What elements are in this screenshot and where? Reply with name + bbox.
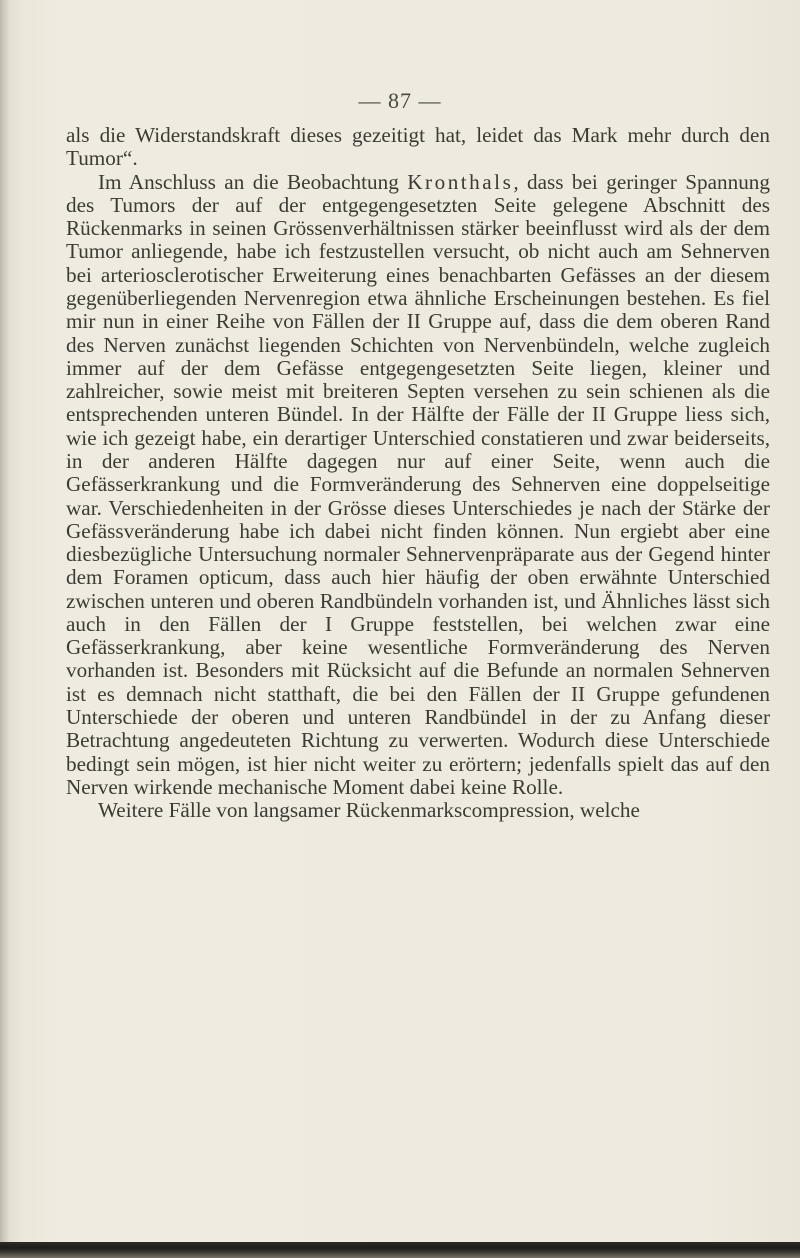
body-text	[66, 124, 770, 822]
paragraph	[66, 799, 770, 822]
page-binding-edge	[0, 0, 10, 1258]
paragraph	[66, 171, 770, 800]
text-segment: als die Widerstandskraft dieses gezeitigt hat, leidet das Mark mehr durch den Tumor“.	[66, 123, 770, 171]
text-segment: Im Anschluss an die Beobachtung	[98, 169, 408, 194]
text-segment: Weitere Fälle von langsamer Rückenmarkscompression, welche	[98, 798, 640, 823]
text-segment: , dass bei geringer Spannung des Tumors der auf der entgegengesetzten Seite gelegene Abschnitt des Rückenmarks in seinen Grössenverhältnissen stärker beeinflusst wird als der dem Tumor anliegende, habe ich festzustellen versucht, ob nicht auch am Sehnerven bei arteriosclerotischer Erweiterung eines benachbarten Gefässes an der diesem gegenüberliegenden Nervenregion etwa ähnliche Erscheinungen bestehen. Es fiel mir nun in einer Reihe von Fällen der II Gruppe auf, dass die dem oberen Rand des Nerven zunächst liegenden Schichten von Nervenbündeln, welche zugleich immer auf der dem Gefässe entgegengesetzten Seite liegen, kleiner und zahlreicher, sowie meist mit breiteren Septen versehen zu sein schienen als die entsprechenden unteren Bündel. In der Hälfte der Fälle der II Gruppe liess sich, wie ich gezeigt habe, ein derartiger Unterschied constatieren und zwar beiderseits, in der anderen Hälfte dagegen nur auf einer Seite, wenn auch die Gefässerkrankung und die Formveränderung des Sehnerven eine doppelseitige war. Verschiedenheiten in der Grösse dieses Unterschiedes je nach der Stärke der Gefässveränderung habe ich dabei nicht finden können. Nun ergiebt aber eine diesbezügliche Untersuchung normaler Sehnervenpräparate aus der Gegend hinter dem Foramen opticum, dass auch hier häufig der oben erwähnte Unterschied zwischen unteren und oberen Randbündeln vorhanden ist, und Ähnliches lässt sich auch in den Fällen der I Gruppe feststellen, bei welchen zwar eine Gefässerkrankung, aber keine wesentliche Formveränderung des Nerven vorhanden ist. Besonders mit Rücksicht auf die Befunde an normalen Sehnerven ist es demnach nicht statthaft, die bei den Fällen der II Gruppe gefundenen Unterschiede der oberen und unteren Randbündel in der zu Anfang dieser Betrachtung angedeuteten Richtung zu verwerten. Wodurch diese Unterschiede bedingt sein mögen, ist hier nicht weiter zu erörtern; jedenfalls spielt das auf den Nerven wirkende mechanische Moment dabei keine Rolle.	[66, 169, 770, 799]
bottom-edge-shadow	[0, 1242, 800, 1258]
emphasized-name: Kronthals	[407, 169, 514, 194]
paragraph	[66, 124, 770, 171]
page-number: — 87 —	[358, 88, 442, 113]
